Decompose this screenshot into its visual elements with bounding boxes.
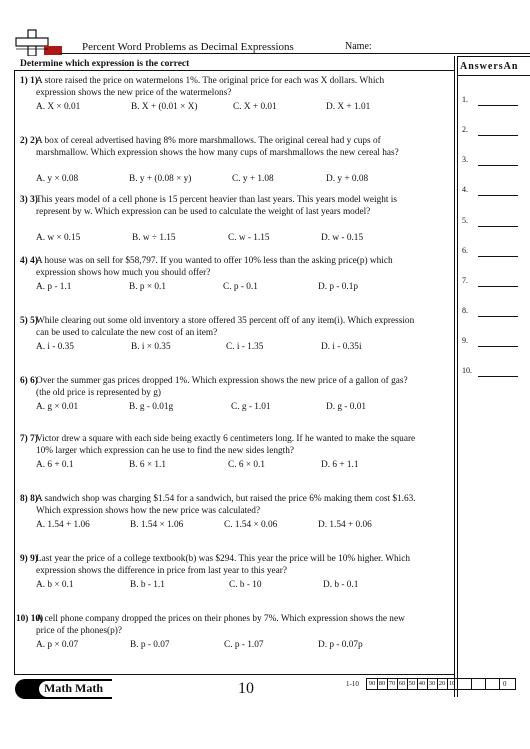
choice-d: D. i - 0.35i (321, 342, 362, 352)
choice-b: B. i × 0.35 (131, 342, 171, 352)
choice-row (36, 342, 436, 354)
answer-line (478, 286, 518, 287)
question-number: 6) 6) (20, 376, 38, 386)
choice-b: B. w ÷ 1.15 (132, 233, 176, 243)
name-label: Name: (345, 41, 372, 52)
answer-line (478, 346, 518, 347)
choice-a: A. p × 0.07 (36, 640, 79, 650)
answer-number: 1. (462, 95, 468, 104)
answers-title-divider (457, 75, 530, 76)
question-text: Over the summer gas prices dropped 1%. Which expression shows the new price of a gallon of gas? (the old price is represented by g) (36, 376, 408, 398)
choice-row (36, 233, 436, 245)
question-number: 9) 9) (20, 554, 38, 564)
choice-row (36, 282, 436, 294)
score-cell: 50 (407, 679, 418, 689)
answer-line (478, 135, 518, 136)
answer-number: 4. (462, 185, 468, 194)
instruction-text: Determine which expression is the correct (20, 59, 190, 69)
choice-row (36, 402, 436, 414)
choice-a: A. i - 0.35 (36, 342, 74, 352)
answer-blank-5[interactable] (462, 216, 522, 228)
choice-d: D. b - 0.1 (323, 580, 359, 590)
choice-row (36, 174, 436, 186)
choice-c: C. 6 × 0.1 (228, 460, 266, 470)
choice-row (36, 520, 436, 532)
answer-number: 8. (462, 306, 468, 315)
answer-blank-10[interactable] (462, 366, 522, 378)
question-text: A house was on sell for $58,797. If you wanted to offer 10% less than the asking price(p) which expression shows how much you should offer? (36, 256, 393, 278)
question-number: 10) 10) (16, 614, 44, 624)
score-range-label: 1-10 (346, 680, 359, 688)
answer-blank-6[interactable] (462, 246, 522, 258)
choice-row (36, 460, 436, 472)
choice-d: D. p - 0.1p (318, 282, 359, 292)
choice-d: D. X + 1.01 (326, 102, 371, 112)
answers-panel-border (454, 56, 455, 697)
question-text: A store raised the price on watermelons 1%. The original price for each was X dollars. Which expression shows the new price of the watermelons? (36, 76, 385, 98)
question-text: A cell phone company dropped the prices on their phones by 7%. Which expression shows the new price of the phones(p)? (36, 614, 405, 636)
choice-a: A. g × 0.01 (36, 402, 79, 412)
answer-blank-4[interactable] (462, 185, 522, 197)
answer-blank-1[interactable] (462, 95, 522, 107)
answer-number: 7. (462, 276, 468, 285)
answer-line (478, 376, 518, 377)
choice-d: D. p - 0.07p (318, 640, 363, 650)
score-cell (485, 679, 500, 689)
question-number: 2) 2) (20, 136, 38, 146)
answer-number: 6. (462, 246, 468, 255)
choice-a: A. y × 0.08 (36, 174, 79, 184)
choice-row (36, 640, 436, 652)
score-cell: 70 (387, 679, 398, 689)
answers-panel-border-inner (457, 56, 458, 697)
answer-line (478, 226, 518, 227)
choice-b: B. y + (0.08 × y) (129, 174, 192, 184)
answer-blank-8[interactable] (462, 306, 522, 318)
choice-a: A. w × 0.15 (36, 233, 81, 243)
answer-line (478, 195, 518, 196)
answer-number: 10. (462, 366, 472, 375)
score-cell: 60 (397, 679, 408, 689)
choice-b: B. 6 × 1.1 (129, 460, 167, 470)
choice-a: A. p - 1.1 (36, 282, 72, 292)
question-text: This years model of a cell phone is 15 percent heavier than last years. This years model weight is represent by w. Which expression can be used to calculate the weight of last years model? (36, 195, 398, 217)
header-divider (60, 53, 530, 54)
choice-a: A. 1.54 + 1.06 (36, 520, 90, 530)
choice-b: B. X + (0.01 × X) (131, 102, 198, 112)
answer-number: 9. (462, 336, 468, 345)
answer-line (478, 316, 518, 317)
question-text: Last year the price of a college textbook(b) was $294. This year the price will be 10% higher. Which expression shows the difference in price from last year to this year? (36, 554, 410, 576)
question-number: 8) 8) (20, 494, 38, 504)
choice-a: A. b × 0.1 (36, 580, 74, 590)
answer-blank-2[interactable] (462, 125, 522, 137)
choice-a: A. 6 + 0.1 (36, 460, 74, 470)
score-cell: 30 (427, 679, 438, 689)
answer-blank-3[interactable] (462, 155, 522, 167)
page-number: 10 (238, 680, 254, 697)
answer-line (478, 105, 518, 106)
answer-blank-7[interactable] (462, 276, 522, 288)
score-cell: 80 (377, 679, 388, 689)
choice-c: C. y + 1.08 (232, 174, 274, 184)
choice-c: C. p - 1.07 (224, 640, 264, 650)
question-text: While clearing out some old inventory a store offered 35 percent off of any item(i). Which expression can be used to calculate the new cost of an item? (36, 316, 415, 338)
question-text: A box of cereal advertised having 8% more marshmallows. The original cereal had y cups of marshmallow. Which expression shows the how many cups of marshmallows the new cereal has? (36, 136, 399, 158)
choice-row (36, 102, 436, 114)
choice-c: C. i - 1.35 (226, 342, 264, 352)
choice-c: C. g - 1.01 (231, 402, 271, 412)
question-number: 1) 1) (20, 76, 38, 86)
choice-b: B. p × 0.1 (129, 282, 167, 292)
brand-logo-text: Math Math (44, 681, 103, 695)
left-frame-line (14, 70, 15, 674)
answer-line (478, 256, 518, 257)
choice-b: B. 1.54 × 1.06 (130, 520, 184, 530)
question-text: A sandwich shop was charging $1.54 for a sandwich, but raised the price 6% making them cost $1.63. Which expression shows how the new price was calculated? (36, 494, 416, 516)
score-cell: 20 (437, 679, 448, 689)
choice-c: C. b - 10 (229, 580, 262, 590)
question-text: Victor drew a square with each side being exactly 6 centimeters long. If he wanted to make the square 10% larger which expression can he use to find the new sides length? (36, 434, 416, 456)
answer-blank-9[interactable] (462, 336, 522, 348)
choice-d: D. g - 0.01 (326, 402, 367, 412)
choice-d: D. y + 0.08 (326, 174, 369, 184)
question-number: 5) 5) (20, 316, 38, 326)
question-number: 4) 4) (20, 256, 38, 266)
choice-d: D. 6 + 1.1 (321, 460, 359, 470)
question-number: 3) 3) (20, 195, 38, 205)
choice-c: C. X + 0.01 (233, 102, 277, 112)
score-cell: 90 (367, 679, 378, 689)
score-bar (366, 678, 516, 690)
choice-c: C. w - 1.15 (228, 233, 270, 243)
plus-logo-icon (14, 26, 62, 56)
score-cell (471, 679, 486, 689)
score-cell (457, 679, 472, 689)
choice-b: B. b - 1.1 (130, 580, 165, 590)
choice-b: B. g - 0.01g (129, 402, 174, 412)
score-zero-label: 0 (503, 680, 507, 688)
answers-panel-top-border (457, 56, 530, 57)
choice-c: C. 1.54 × 0.06 (224, 520, 278, 530)
choice-d: D. w - 0.15 (321, 233, 364, 243)
instruction-divider (14, 70, 454, 71)
answers-title: AnswersAn (460, 61, 519, 72)
choice-row (36, 580, 436, 592)
worksheet-title: Percent Word Problems as Decimal Expressions (82, 41, 294, 53)
choice-d: D. 1.54 + 0.06 (318, 520, 372, 530)
score-cell: 10 (447, 679, 458, 689)
bottom-frame-line (14, 674, 454, 675)
answer-line (478, 165, 518, 166)
choice-a: A. X × 0.01 (36, 102, 81, 112)
choice-c: C. p - 0.1 (223, 282, 258, 292)
question-number: 7) 7) (20, 434, 38, 444)
choice-b: B. p - 0.07 (130, 640, 170, 650)
answer-number: 5. (462, 216, 468, 225)
score-cell: 40 (417, 679, 428, 689)
answer-number: 3. (462, 155, 468, 164)
answer-number: 2. (462, 125, 468, 134)
